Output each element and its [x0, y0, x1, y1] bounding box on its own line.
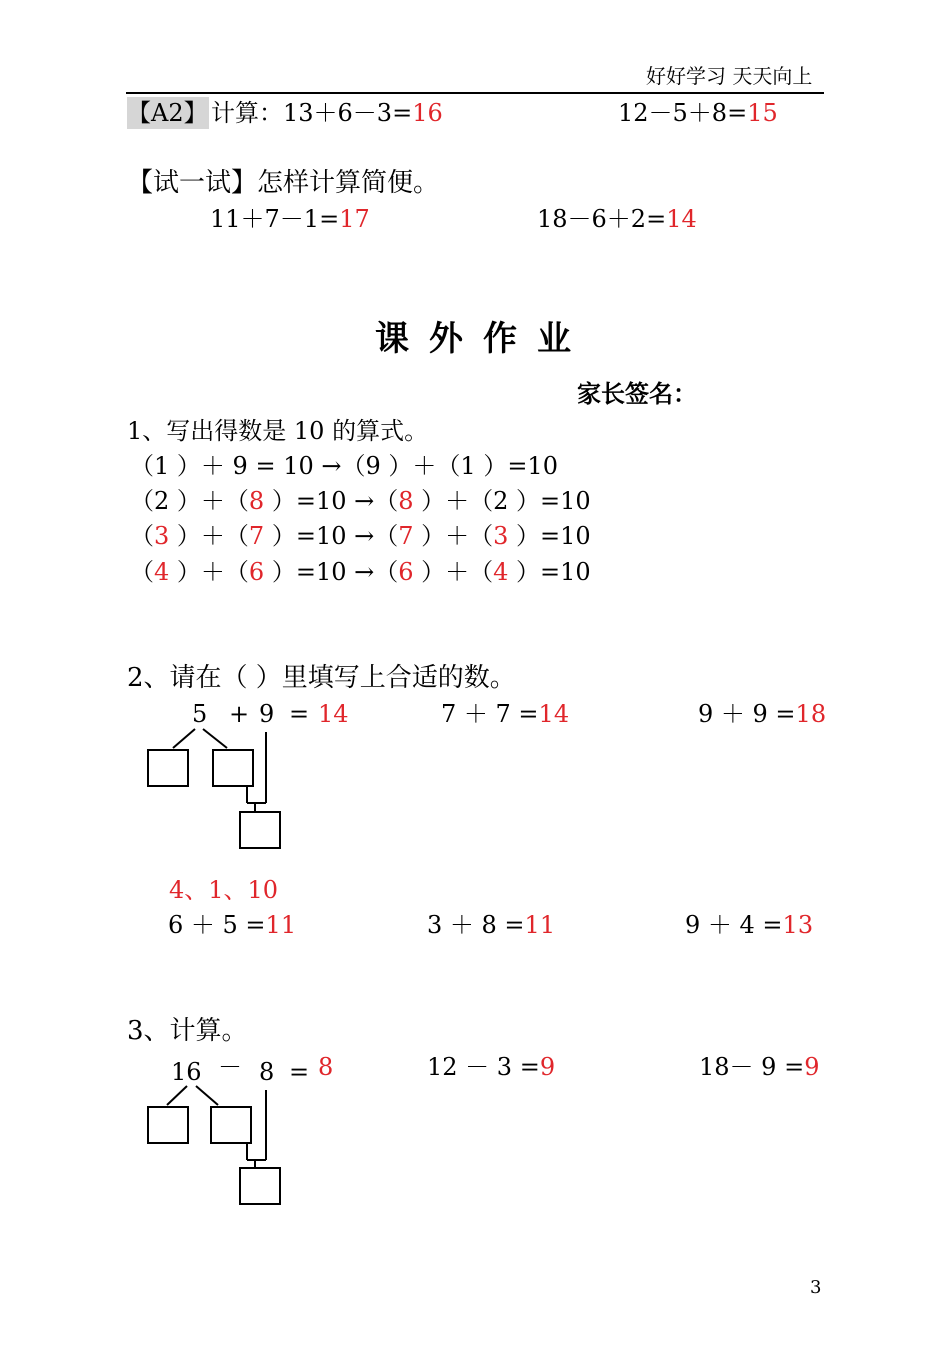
q1-row: （1 ）＋ 9 = 10 →（9 ）＋（1 ）=10	[130, 452, 558, 480]
q2-eq4: 6 ＋ 5 =11	[168, 911, 297, 939]
q2-eq6: 9 ＋ 4 =13	[685, 911, 814, 939]
q3-eq1-n2: 8	[259, 1058, 275, 1086]
q2-eq1-n2: 9	[259, 700, 275, 728]
try-it-heading: 【试一试】怎样计算简便。	[127, 168, 440, 198]
q3-eq2: 12 － 3 =9	[427, 1053, 556, 1081]
a2-tag: 【A2】	[127, 99, 208, 127]
q3-eq1-answer: 8	[318, 1053, 334, 1081]
try-it-q1: 11＋7－1=17	[210, 205, 370, 233]
q3-split-box-right	[210, 1106, 252, 1144]
parent-signature-label: 家长签名：	[577, 380, 697, 408]
q2-eq1-n1: 5	[192, 700, 208, 728]
q2-split-answer: 4、1、10	[169, 876, 279, 904]
q1-row: （2 ）＋（8 ）=10 →（8 ）＋（2 ）=10	[130, 487, 591, 515]
q3-eq1-eq: =	[289, 1058, 310, 1086]
homework-title: 课外作业	[375, 319, 591, 359]
q2-heading: 2、请在（ ）里填写上合适的数。	[127, 663, 516, 693]
header-motto: 好好学习 天天向上	[646, 64, 813, 88]
page-number: 3	[810, 1277, 822, 1298]
q3-eq1-op: －	[218, 1053, 242, 1081]
a2-line1: 计算：13＋6－3=16	[211, 99, 443, 127]
q2-eq1-op: +	[229, 700, 250, 728]
q3-eq1-n1: 16	[171, 1058, 202, 1086]
q2-eq1-answer: 14	[318, 700, 349, 728]
a2-answer-1: 16	[412, 99, 443, 127]
q3-split-box-left	[147, 1106, 189, 1144]
q1-row: （4 ）＋（6 ）=10 →（6 ）＋（4 ）=10	[130, 558, 591, 586]
q1-row: （3 ）＋（7 ）=10 →（7 ）＋（3 ）=10	[130, 522, 591, 550]
q2-eq2: 7 ＋ 7 =14	[441, 700, 570, 728]
q3-heading: 3、计算。	[127, 1016, 248, 1046]
a2-line2: 12－5＋8=15	[618, 99, 778, 127]
q3-split-box-bottom	[239, 1167, 281, 1205]
a2-answer-2: 15	[747, 99, 778, 127]
q3-eq3: 18－ 9 =9	[699, 1053, 820, 1081]
q1-heading: 1、写出得数是 10 的算式。	[127, 417, 429, 445]
q2-eq1-eq: =	[289, 700, 310, 728]
q2-eq3: 9 ＋ 9 =18	[698, 700, 827, 728]
try-it-q2: 18－6＋2=14	[537, 205, 697, 233]
q2-eq5: 3 ＋ 8 =11	[427, 911, 556, 939]
